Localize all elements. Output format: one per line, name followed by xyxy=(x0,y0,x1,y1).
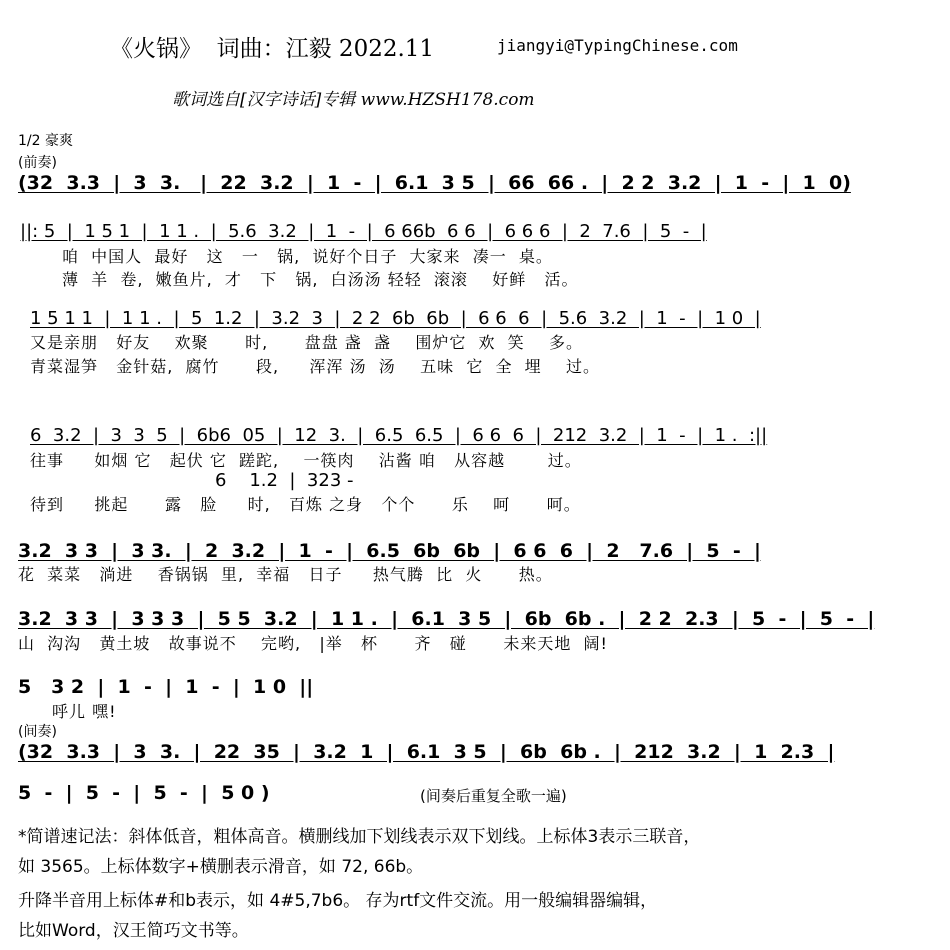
prelude-label: (前奏) xyxy=(18,155,57,171)
notes-line-4: 比如Word，汉王简巧文书等。 xyxy=(18,921,249,941)
verse6-notes: 5 3 2 | 1 - | 1 - | 1 0 || xyxy=(18,676,314,698)
interlude-notes-2: 5 - | 5 - | 5 - | 5 0 ) xyxy=(18,782,270,804)
interlude-label: (间奏) xyxy=(18,724,57,740)
verse4-notes: 3.2 3 3 | 3 3. | 2 3.2 | 1 - | 6.5 6b 6b | 6 6 6 | 2 7.6 | 5 - | xyxy=(18,540,761,562)
verse3-lyrics-1: 往事 如烟 它 起伏 它 蹉跎, 一筷肉 沾酱 咱 从容越 过。 xyxy=(30,451,582,470)
notes-line-3: 升降半音用上标体#和b表示，如 4#5,7b6。 存为rtf文件交流。用一般编辑器编辑， xyxy=(18,891,658,911)
verse3-lyrics-2: 待到 挑起 露 脸 时, 百炼 之身 个个 乐 呵 呵。 xyxy=(30,495,581,514)
verse4-lyrics: 花 菜菜 淌进 香锅锅 里, 幸福 日子 热气腾 比 火 热。 xyxy=(18,565,553,584)
verse1-notes: ||: 5 | 1 5 1 | 1 1 . | 5.6 3.2 | 1 - | 6 66b 6 6 | 6 6 6 | 2 7.6 | 5 - | xyxy=(20,221,707,242)
notes-line-2: 如 3565。上标体数字+横删表示滑音，如 72, 66b。 xyxy=(18,857,424,877)
verse6-lyrics: 呼儿 嘿! xyxy=(52,702,117,721)
verse1-lyrics-1: 咱 中国人 最好 这 一 锅, 说好个日子 大家来 凑一 桌。 xyxy=(62,247,553,266)
song-title: 《火锅》 词曲：江毅 2022.11 xyxy=(110,36,435,62)
verse2-lyrics-2: 青菜湿笋 金针菇, 腐竹 段, 浑浑 汤 汤 五味 它 全 埋 过。 xyxy=(30,357,601,376)
verse1-lyrics-2: 薄 羊 卷, 嫩鱼片, 才 下 锅, 白汤汤 轻轻 滚滚 好鲜 活。 xyxy=(62,270,579,289)
verse5-notes: 3.2 3 3 | 3 3 3 | 5 5 3.2 | 1 1 . | 6.1 3 5 | 6b 6b . | 2 2 2.3 | 5 - | 5 - | xyxy=(18,608,875,630)
album-subtitle: 歌词选自[汉字诗话]专辑 www.HZSH178.com xyxy=(172,90,535,110)
prelude-notes: (32 3.3 | 3 3. | 22 3.2 | 1 - | 6.1 3 5 | 66 66 . | 2 2 3.2 | 1 - | 1 0) xyxy=(18,172,851,194)
verse5-lyrics: 山 沟沟 黄土坡 故事说不 完哟, |举 杯 齐 碰 未来天地 阔! xyxy=(18,634,608,653)
verse3-notes: 6 3.2 | 3 3 5 | 6b6 05 | 12 3. | 6.5 6.5 | 6 6 6 | 212 3.2 | 1 - | 1 . :|| xyxy=(30,425,768,446)
author-email: jiangyi@TypingChinese.com xyxy=(497,36,738,55)
verse3-alt-notes: 6 1.2 | 323 - xyxy=(215,470,354,491)
verse2-notes: 1 5 1 1 | 1 1 . | 5 1.2 | 3.2 3 | 2 2 6b 6b | 6 6 6 | 5.6 3.2 | 1 - | 1 0 | xyxy=(30,308,761,329)
verse2-lyrics-1: 又是亲朋 好友 欢聚 时, 盘盘 盏 盏 围炉它 欢 笑 多。 xyxy=(30,333,584,352)
interlude-note: (间奏后重复全歌一遍) xyxy=(420,787,567,805)
time-signature: 1/2 豪爽 xyxy=(18,133,73,149)
notes-line-1: *简谱速记法：斜体低音，粗体高音。横删线加下划线表示双下划线。上标体3表示三联音， xyxy=(18,827,701,847)
interlude-notes-1: (32 3.3 | 3 3. | 22 35 | 3.2 1 | 6.1 3 5 | 6b 6b . | 212 3.2 | 1 2.3 | xyxy=(18,741,835,763)
